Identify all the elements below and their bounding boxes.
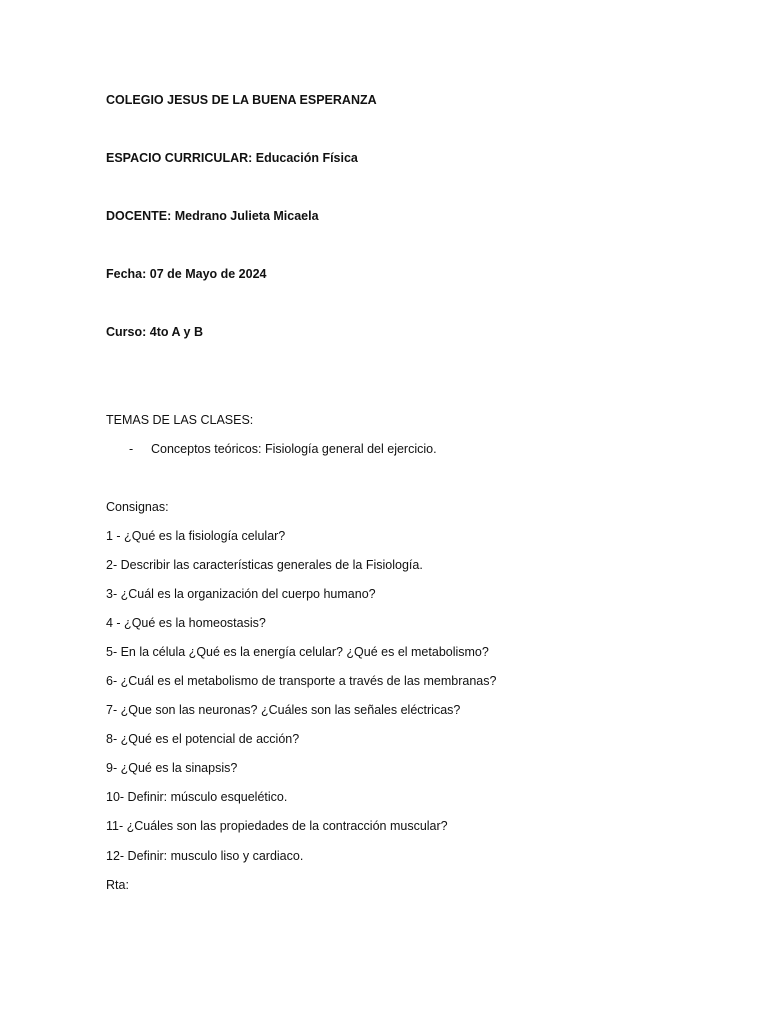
instruction-item: 3- ¿Cuál es la organización del cuerpo humano? bbox=[106, 587, 376, 601]
instruction-item: 12- Definir: musculo liso y cardiaco. bbox=[106, 849, 304, 863]
teacher-line: DOCENTE: Medrano Julieta Micaela bbox=[106, 209, 319, 223]
instructions-heading: Consignas: bbox=[106, 500, 169, 514]
instruction-item: 11- ¿Cuáles son las propiedades de la contracción muscular? bbox=[106, 819, 448, 833]
topics-heading: TEMAS DE LAS CLASES: bbox=[106, 413, 254, 427]
instruction-item: 8- ¿Qué es el potencial de acción? bbox=[106, 732, 300, 746]
course-line: Curso: 4to A y B bbox=[106, 325, 203, 339]
subject-line: ESPACIO CURRICULAR: Educación Física bbox=[106, 151, 358, 165]
topic-item: Conceptos teóricos: Fisiología general del ejercicio. bbox=[151, 442, 437, 456]
instruction-item: 4 - ¿Qué es la homeostasis? bbox=[106, 616, 266, 630]
school-name: COLEGIO JESUS DE LA BUENA ESPERANZA bbox=[106, 93, 377, 107]
instruction-item: 7- ¿Que son las neuronas? ¿Cuáles son las señales eléctricas? bbox=[106, 703, 461, 717]
bullet-dash: - bbox=[129, 442, 134, 456]
answer-label: Rta: bbox=[106, 878, 129, 892]
instruction-item: 2- Describir las características generales de la Fisiología. bbox=[106, 558, 423, 572]
instruction-item: 9- ¿Qué es la sinapsis? bbox=[106, 761, 238, 775]
instruction-item: 6- ¿Cuál es el metabolismo de transporte a través de las membranas? bbox=[106, 674, 497, 688]
date-line: Fecha: 07 de Mayo de 2024 bbox=[106, 267, 267, 281]
instruction-item: 5- En la célula ¿Qué es la energía celular? ¿Qué es el metabolismo? bbox=[106, 645, 489, 659]
instruction-item: 10- Definir: músculo esquelético. bbox=[106, 790, 288, 804]
instruction-item: 1 - ¿Qué es la fisiología celular? bbox=[106, 529, 286, 543]
